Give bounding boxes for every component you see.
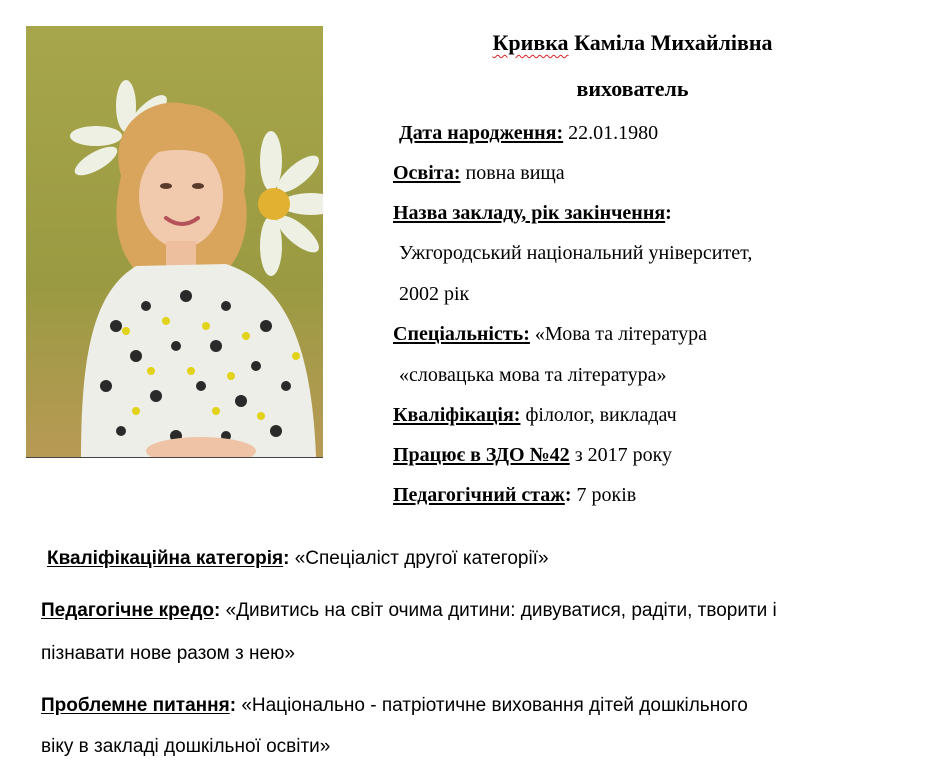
institution-colon: : — [665, 202, 672, 224]
problem-colon: : — [229, 695, 237, 716]
specialty-label: Спеціальність: — [393, 323, 530, 345]
credo-label: Педагогічне кредо — [41, 600, 215, 621]
specialty-row — [393, 322, 707, 346]
education-value: повна вища — [465, 162, 565, 184]
institution-label: Назва закладу, рік закінчення — [393, 202, 666, 224]
works-row — [393, 443, 672, 467]
teacher-name — [330, 30, 935, 56]
specialty-value-2: «словацька мова та література» — [399, 364, 667, 386]
credo-colon: : — [214, 600, 221, 621]
qualification-row — [393, 403, 677, 427]
credo-value-1: «Дивитись на світ очима дитини: дивуватися, радіти, творити і — [225, 600, 777, 621]
teacher-photo — [26, 26, 323, 458]
problem-label: Проблемне питання — [41, 695, 230, 716]
given-names: Каміла Михайлівна — [574, 30, 773, 55]
education-label: Освіта: — [393, 162, 461, 184]
surname: Кривка — [492, 30, 569, 55]
category-label: Кваліфікаційна категорія — [47, 548, 284, 569]
institution-value-1: Ужгородський національний університет, — [399, 242, 753, 264]
experience-row — [393, 483, 636, 507]
category-row — [47, 547, 549, 571]
experience-colon: : — [564, 484, 572, 506]
experience-label: Педагогічний стаж — [393, 484, 565, 506]
works-value: з 2017 року — [574, 444, 673, 466]
category-value: «Спеціаліст другої категорії» — [294, 548, 549, 569]
credo-value-2: пізнавати нове разом з нею» — [41, 643, 295, 664]
institution-value-2: 2002 рік — [399, 283, 470, 305]
credo-row — [41, 599, 777, 623]
works-label: Працює в ЗДО №42 — [393, 444, 570, 466]
birth-date-row — [399, 121, 658, 145]
qualification-value: філолог, викладач — [525, 404, 677, 426]
problem-row — [41, 694, 748, 718]
specialty-value-1: «Мова та література — [534, 323, 707, 345]
category-colon: : — [283, 548, 290, 569]
institution-row — [393, 201, 672, 225]
portrait-illustration — [26, 26, 323, 457]
education-row — [393, 161, 565, 185]
problem-value-1: «Національно - патріотичне виховання дітей дошкільного — [241, 695, 748, 716]
birth-date-label: Дата народження: — [399, 122, 564, 144]
experience-value: 7 років — [576, 484, 637, 506]
qualification-label: Кваліфікація: — [393, 404, 521, 426]
birth-date-value: 22.01.1980 — [568, 122, 659, 144]
problem-value-2: віку в закладі дошкільної освіти» — [41, 736, 331, 757]
teacher-position: вихователь — [576, 76, 689, 101]
